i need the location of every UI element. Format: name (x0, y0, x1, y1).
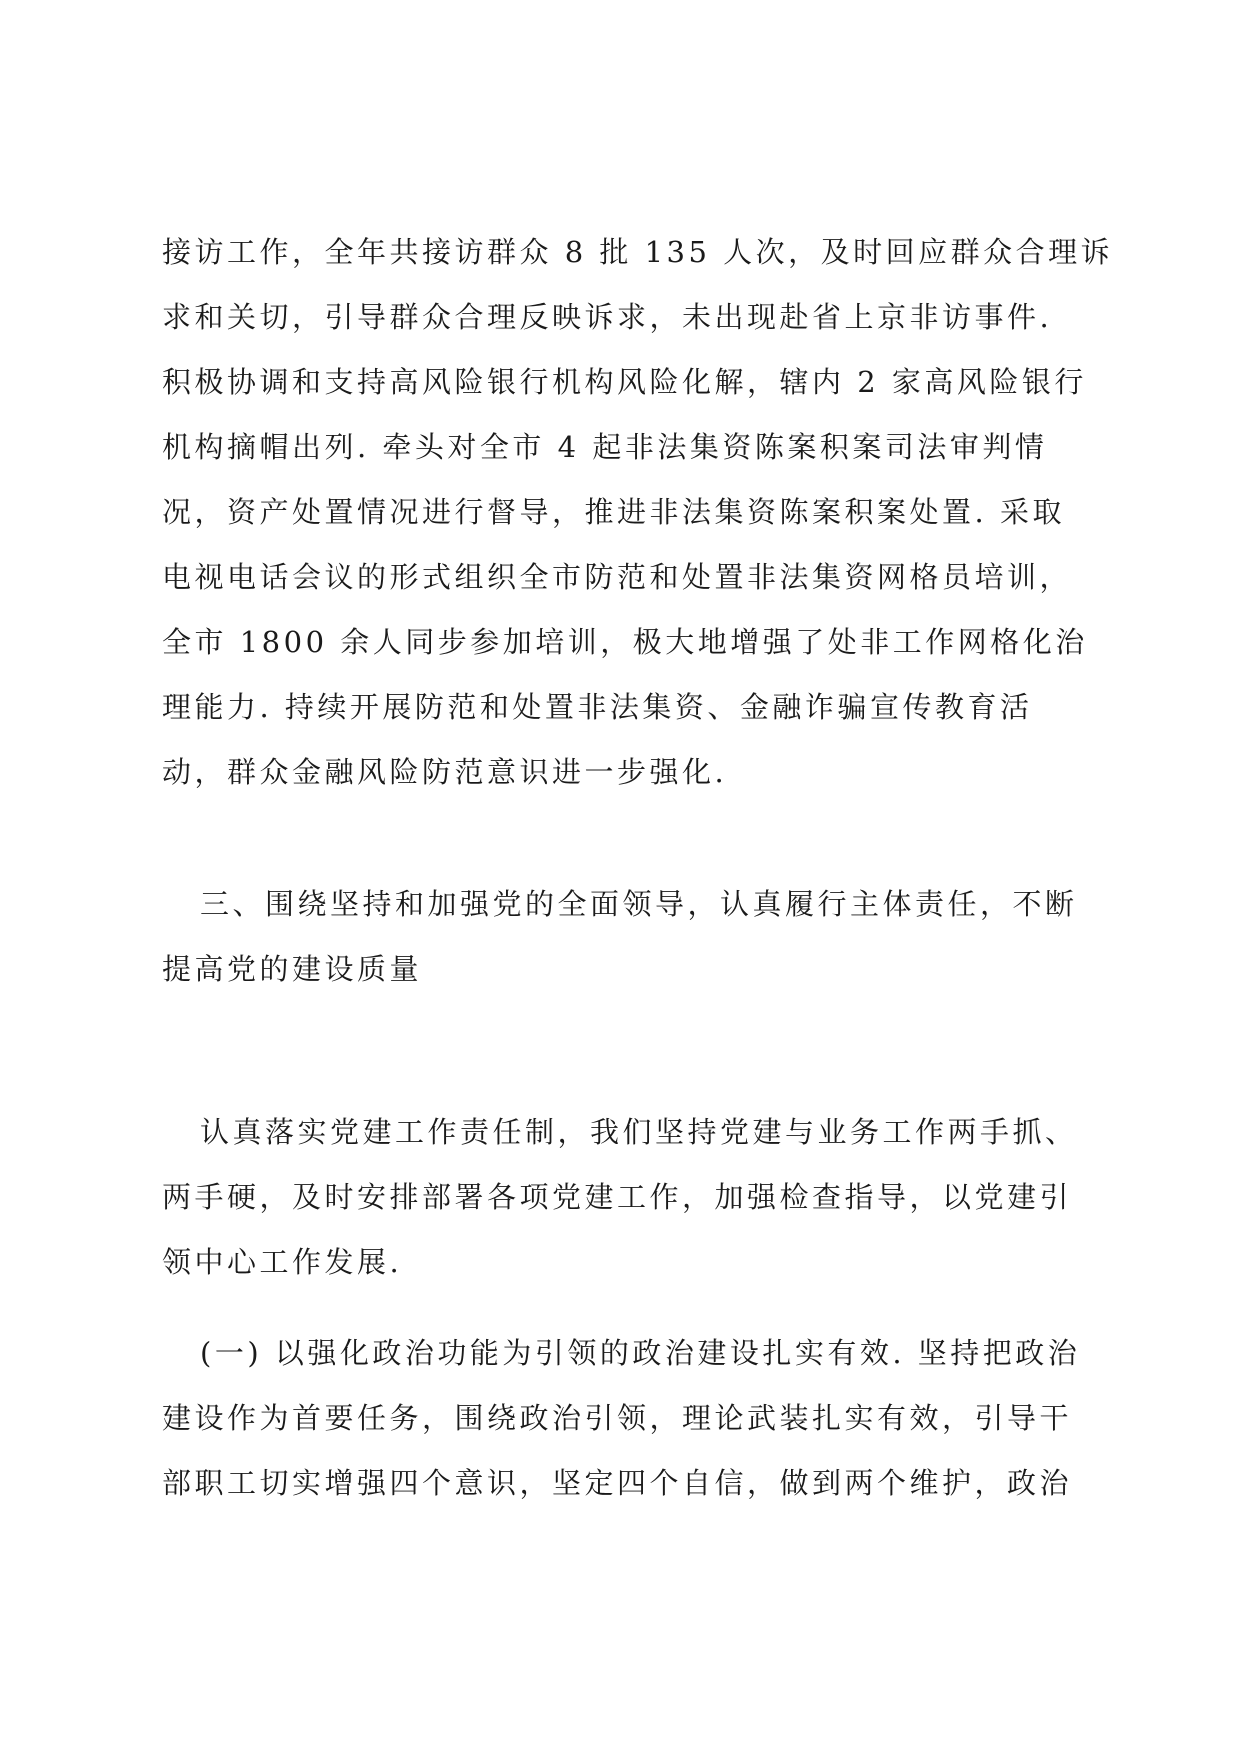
paragraph-party-building-responsibility (162, 1100, 1092, 1295)
text-line: 机构摘帽出列. 牵头对全市 4 起非法集资陈案积案司法审判情 (162, 430, 1048, 464)
text-line: 建设作为首要任务，围绕政治引领，理论武装扎实有效，引导干 (162, 1401, 1073, 1435)
text-line: 认真落实党建工作责任制，我们坚持党建与业务工作两手抓、 (200, 1115, 1078, 1149)
text-line: (一) 以强化政治功能为引领的政治建设扎实有效. 坚持把政治 (200, 1336, 1081, 1370)
text-line: 求和关切，引导群众合理反映诉求，未出现赴省上京非访事件. (162, 300, 1053, 334)
text-line: 接访工作，全年共接访群众 8 批 135 人次，及时回应群众合理诉 (162, 235, 1114, 269)
paragraph-petition-work (162, 220, 1114, 805)
text-line: 积极协调和支持高风险银行机构风险化解，辖内 2 家高风险银行 (162, 365, 1087, 399)
heading-line: 三、围绕坚持和加强党的全面领导，认真履行主体责任，不断 (200, 887, 1078, 921)
text-line: 况，资产处置情况进行督导，推进非法集资陈案积案处置. 采取 (162, 495, 1065, 529)
heading-line: 提高党的建设质量 (162, 952, 423, 986)
paragraph-political-construction (162, 1321, 1092, 1516)
text-line: 动，群众金融风险防范意识进一步强化. (162, 755, 728, 789)
text-line: 部职工切实增强四个意识，坚定四个自信，做到两个维护，政治 (162, 1466, 1073, 1500)
text-line: 两手硬，及时安排部署各项党建工作，加强检查指导，以党建引 (162, 1180, 1073, 1214)
text-line: 电视电话会议的形式组织全市防范和处置非法集资网格员培训， (162, 560, 1073, 594)
text-line: 领中心工作发展. (162, 1245, 403, 1279)
section-heading (162, 872, 1092, 1002)
text-line: 全市 1800 余人同步参加培训，极大地增强了处非工作网格化治 (162, 625, 1088, 659)
text-line: 理能力. 持续开展防范和处置非法集资、金融诈骗宣传教育活 (162, 690, 1033, 724)
